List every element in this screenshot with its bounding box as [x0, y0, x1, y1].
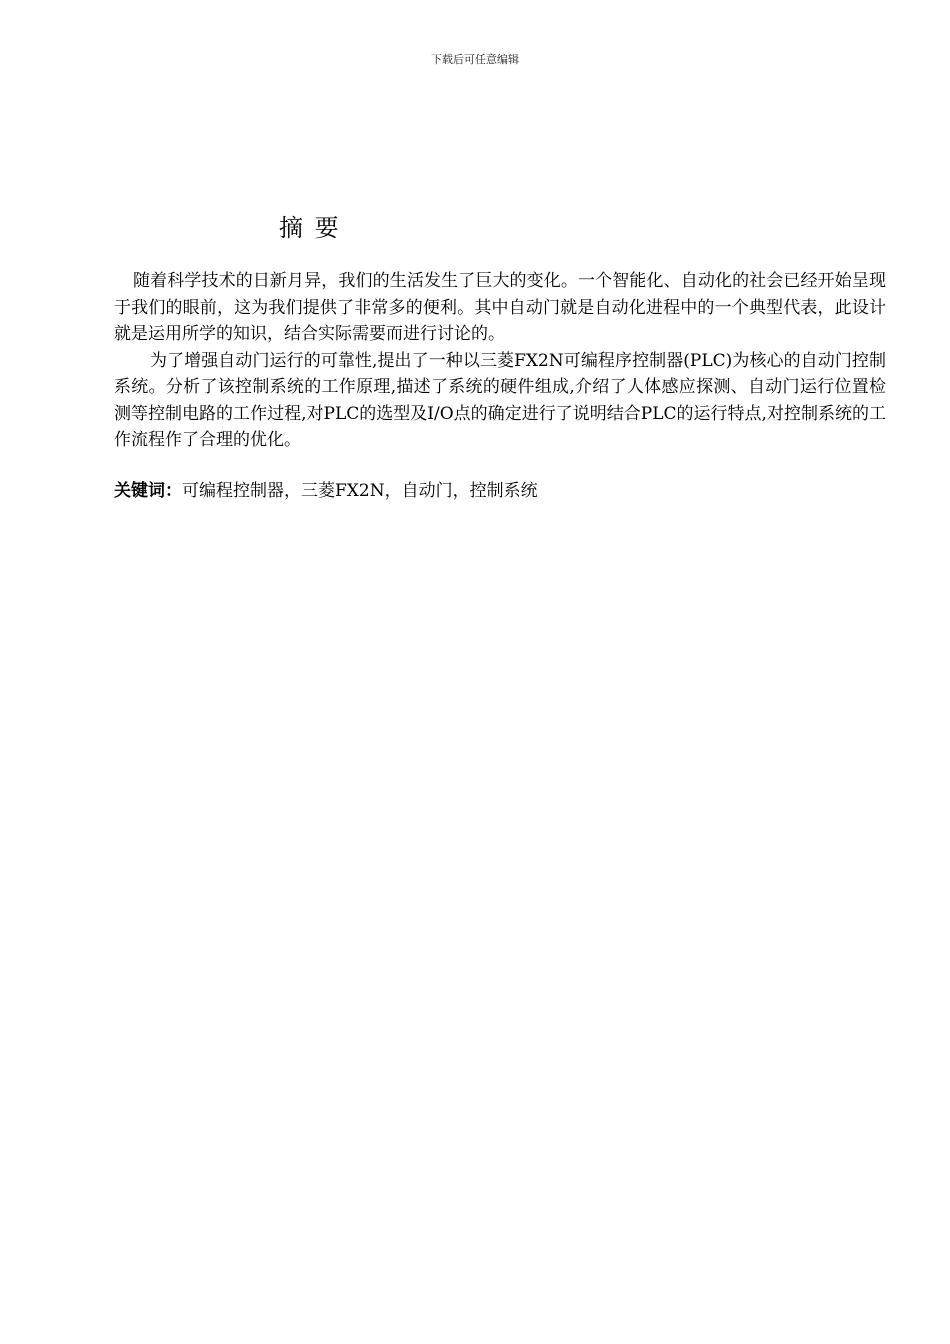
keywords-line	[114, 478, 886, 504]
abstract-paragraph-2: 为了增强自动门运行的可靠性,提出了一种以三菱FX2N可编程序控制器(PLC)为核心的自动门控制系统。分析了该控制系统的工作原理,描述了系统的硬件组成,介绍了人体感应探测、自动门运行位置检测等控制电路的工作过程,对PLC的选型及I/O点的确定进行了说明结合PLC的运行特点,对控制系统的工作流程作了合理的优化。	[114, 350, 886, 450]
page-header: 下载后可任意编辑	[431, 53, 519, 66]
abstract-paragraph-1: 随着科学技术的日新月异，我们的生活发生了巨大的变化。一个智能化、自动化的社会已经开始呈现于我们的眼前，这为我们提供了非常多的便利。其中自动门就是自动化进程中的一个典型代表，此设计就是运用所学的知识，结合实际需要而进行讨论的。	[114, 271, 886, 344]
keywords-label: 关键词：	[114, 481, 182, 501]
keywords-text: 可编程控制器，三菱FX2N，自动门，控制系统	[182, 481, 538, 501]
abstract-body	[114, 268, 886, 454]
abstract-title: 摘 要	[279, 214, 341, 242]
